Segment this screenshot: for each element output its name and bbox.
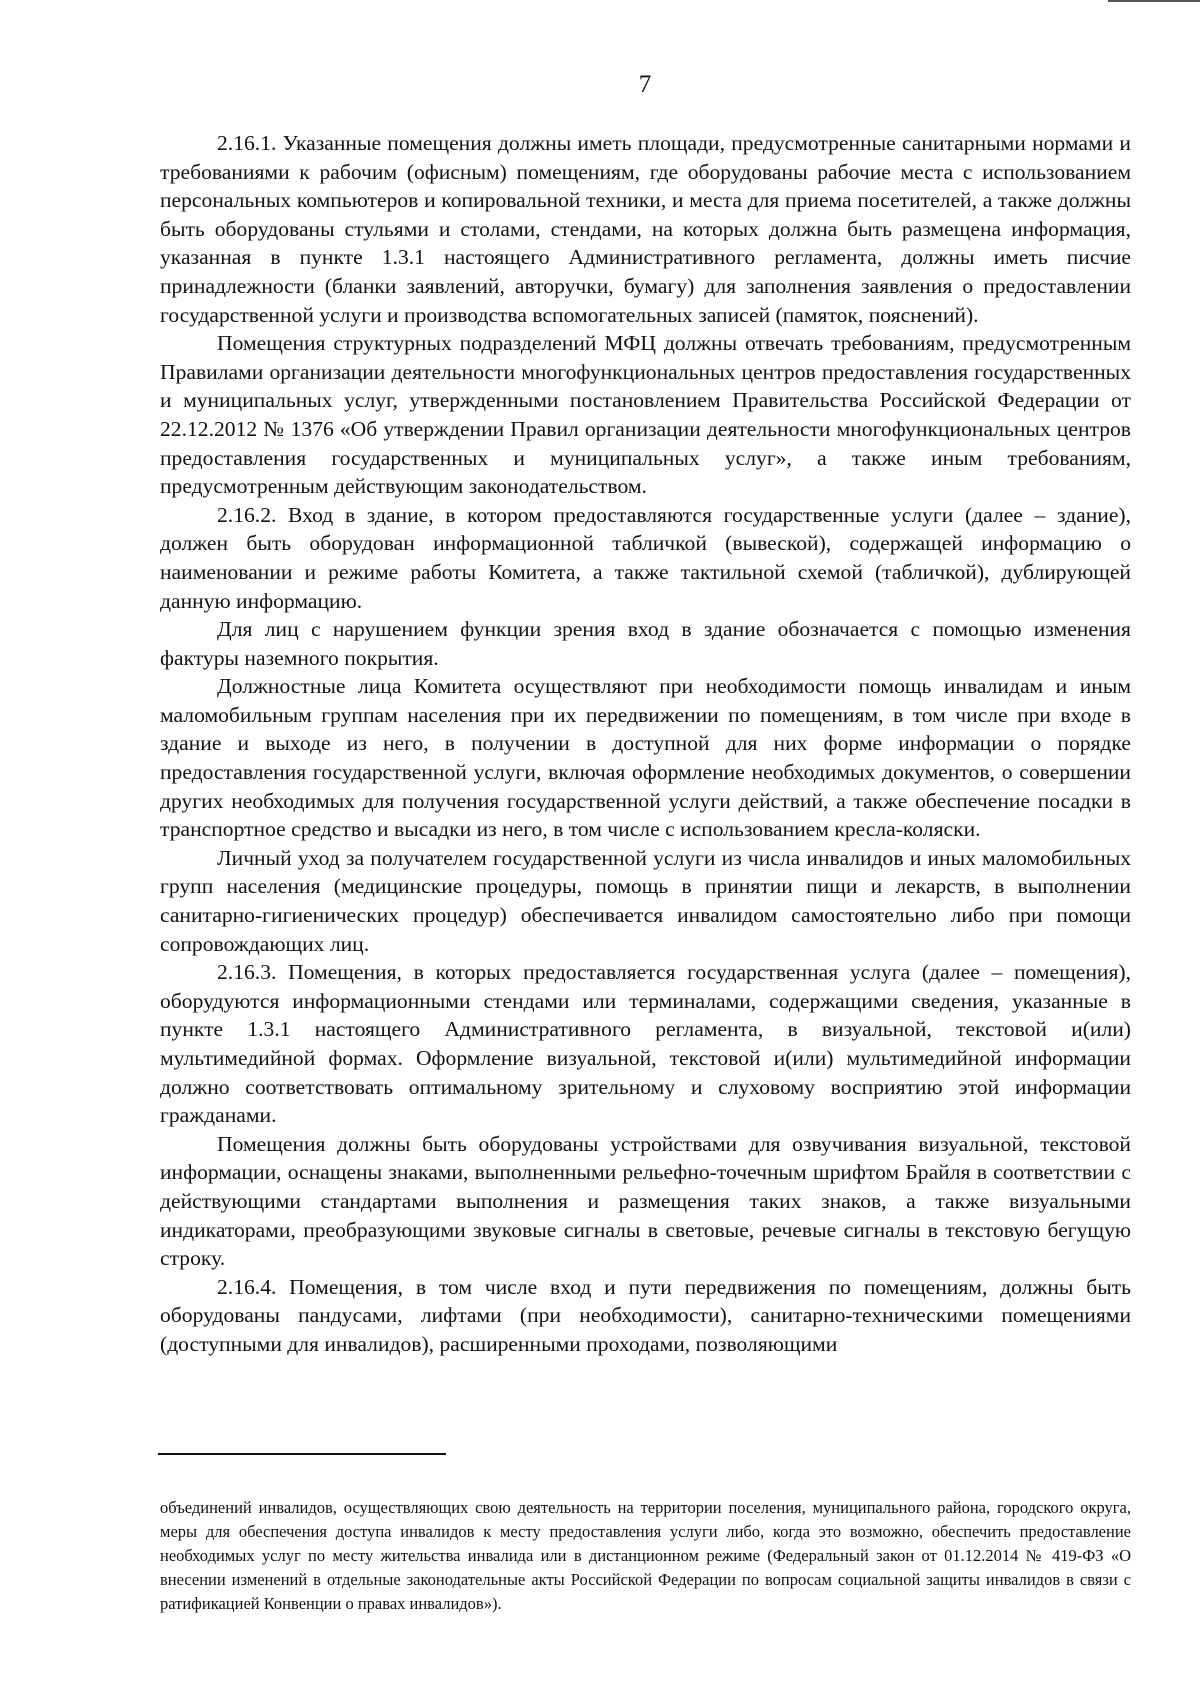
- paragraph-2-16-4: 2.16.4. Помещения, в том числе вход и пути передвижения по помещениям, должны быть оборудованы пандусами, лифтами (при необходимости), санитарно-техническими помещениями (доступными для инвалидов), расширенными проходами, позволяющими: [160, 1274, 1131, 1356]
- footnote-divider: [158, 1453, 446, 1455]
- footnote-text: объединений инвалидов, осуществляющих свою деятельность на территории поселения, муниципального района, городского округа, меры для обеспечения доступа инвалидов к месту предоставления услуги либо, когда это возможно, обеспечить предоставление необходимых услуг по месту жительства инвалида или в дистанционном режиме (Федеральный закон от 01.12.2014 № 419-ФЗ «О внесении изменений в отдельные законодательные акты Российской Федерации по вопросам социальной защиты инвалидов в связи с ратификацией Конвенции о правах инвалидов»).: [160, 1498, 1131, 1613]
- paragraph-sound-devices: Помещения должны быть оборудованы устройствами для озвучивания визуальной, текстовой информации, оснащены знаками, выполненными рельефно-точечным шрифтом Брайля в соответствии с действующими стандартами выполнения и размещения таких знаков, а также визуальными индикаторами, преобразующими звуковые сигналы в световые, речевые сигналы в текстовую бегущую строку.: [160, 1131, 1131, 1271]
- footnote: [160, 1496, 1131, 1616]
- paragraph-2-16-3: 2.16.3. Помещения, в которых предоставляется государственная услуга (далее – помещения), оборудуются информационными стендами или терминалами, содержащими сведения, указанные в пункте 1.3.1 настоящего Административного регламента, в визуальной, текстовой и(или) мультимедийной формах. Оформление визуальной, текстовой и(или) мультимедийной информации должно соответствовать оптимальному зрительному и слуховому восприятию этой информации гражданами.: [160, 960, 1131, 1128]
- paragraph-officials-assistance: Должностные лица Комитета осуществляют при необходимости помощь инвалидам и иным маломобильным группам населения при их передвижении по помещениям, в том числе при входе в здание и выходе из него, в получении в доступной для них форме информации о порядке предоставления государственной услуги, включая оформление необходимых документов, о совершении других необходимых для получения государственной услуги действий, а также обеспечение посадки в транспортное средство и высадки из него, в том числе с использованием кресла-коляски.: [160, 674, 1131, 842]
- paragraph-2-16-1: 2.16.1. Указанные помещения должны иметь площади, предусмотренные санитарными нормами и требованиями к рабочим (офисным) помещениям, где оборудованы рабочие места с использованием персональных компьютеров и копировальной техники, и места для приема посетителей, а также должны быть оборудованы стульями и столами, стендами, на которых должна быть размещена информация, указанная в пункте 1.3.1 настоящего Административного регламента, должны иметь писчие принадлежности (бланки заявлений, авторучки, бумагу) для заполнения заявления о предоставлении государственной услуги и производства вспомогательных записей (памяток, пояснений).: [160, 131, 1131, 327]
- paragraph-mfc-requirements: Помещения структурных подразделений МФЦ должны отвечать требованиям, предусмотренным Правилами организации деятельности многофункциональных центров предоставления государственных и муниципальных услуг, утвержденными постановлением Правительства Российской Федерации от 22.12.2012 № 1376 «Об утверждении Правил организации деятельности многофункциональных центров предоставления государственных и муниципальных услуг», а также иным требованиям, предусмотренным действующим законодательством.: [160, 331, 1131, 499]
- scan-edge-mark: [1108, 0, 1200, 2]
- paragraph-2-16-2: 2.16.2. Вход в здание, в котором предоставляются государственные услуги (далее – здание), должен быть оборудован информационной табличкой (вывеской), содержащей информацию о наименовании и режиме работы Комитета, а также тактильной схемой (табличкой), дублирующей данную информацию.: [160, 502, 1131, 613]
- main-text: [160, 129, 1131, 1359]
- paragraph-vision-impaired: Для лиц с нарушением функции зрения вход в здание обозначается с помощью изменения фактуры наземного покрытия.: [160, 617, 1131, 670]
- paragraph-personal-care: Личный уход за получателем государственной услуги из числа инвалидов и иных маломобильных групп населения (медицинские процедуры, помощь в принятии пищи и лекарств, в выполнении санитарно-гигиенических процедур) обеспечивается инвалидом самостоятельно либо при помощи сопровождающих лиц.: [160, 845, 1131, 956]
- page-number: 7: [638, 71, 652, 98]
